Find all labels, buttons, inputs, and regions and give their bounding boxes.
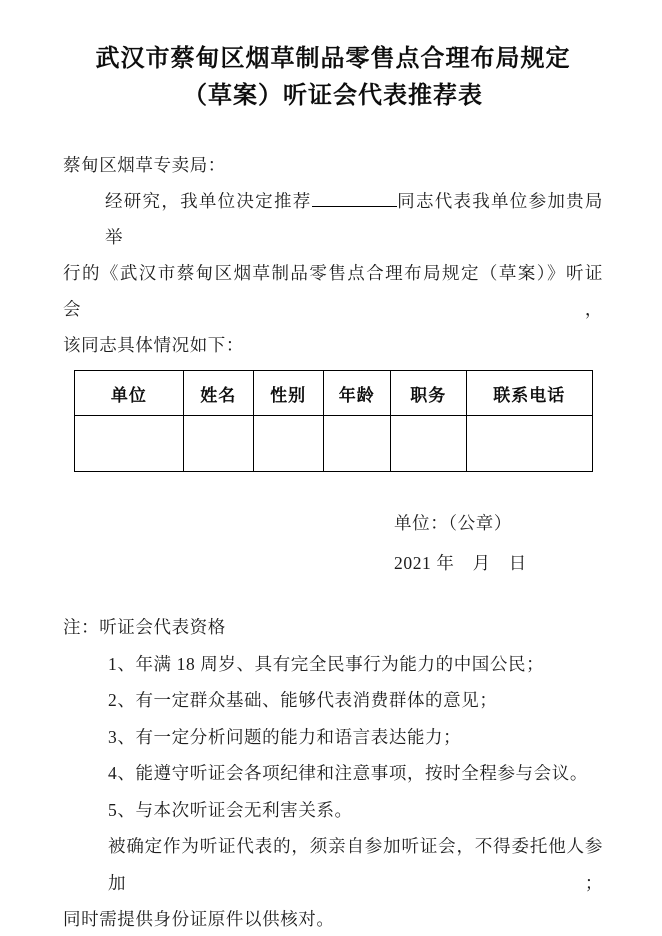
- notes-closing-line2: 同时需提供身份证原件以供核对。: [63, 909, 335, 929]
- note-item-3: 3、有一定分析问题的能力和语言表达能力；: [108, 726, 462, 747]
- table-header-row: [75, 371, 593, 416]
- notes-section: [63, 609, 603, 936]
- document-title-line1: 武汉市蔡甸区烟草制品零售点合理布局规定: [95, 45, 571, 72]
- letter-line-hearing: 行的《武汉市蔡甸区烟草制品零售点合理布局规定（草案）》听证会，: [63, 263, 603, 319]
- letter-line-details: 该同志具体情况如下：: [63, 335, 244, 355]
- table-cell-phone: [466, 416, 592, 472]
- letter-line-recommend-before: 经研究，我单位决定推荐: [105, 191, 312, 211]
- note-item-5: 5、与本次听证会无利害关系。: [108, 799, 353, 820]
- table-cell-name: [183, 416, 253, 472]
- table-header-gender: 性别: [253, 371, 323, 416]
- signature-unit-seal: 单位：（公章）: [394, 513, 512, 533]
- document-title: [63, 40, 603, 114]
- table-header-duty: 职务: [390, 371, 466, 416]
- representative-table: [74, 370, 593, 472]
- signature-block: [63, 503, 603, 583]
- note-item-1: 1、年满 18 周岁、具有完全民事行为能力的中国公民；: [108, 653, 545, 674]
- note-item-2: 2、有一定群众基础、能够代表消费群体的意见；: [108, 690, 498, 710]
- table-cell-unit: [75, 416, 184, 472]
- letter-line-recommend: [63, 183, 603, 255]
- notes-closing-line1: 被确定作为听证代表的，须亲自参加听证会，不得委托他人参加；: [108, 836, 603, 893]
- signature-date: 2021 年 月 日: [394, 553, 527, 573]
- table-row: [75, 416, 593, 472]
- notes-heading: 注：听证会代表资格: [63, 617, 226, 637]
- note-item-4: 4、能遵守听证会各项纪律和注意事项，按时全程参与会议。: [108, 763, 588, 783]
- document-title-line2: （草案）听证会代表推荐表: [183, 82, 483, 109]
- letter-body: [63, 147, 603, 363]
- table-header-phone: 联系电话: [466, 371, 592, 416]
- letter-line-recommend-after: 同志代表我单位参加贵局举: [105, 191, 603, 247]
- document-content: [63, 40, 603, 936]
- blank-underline: [312, 189, 397, 207]
- table-header-name: 姓名: [183, 371, 253, 416]
- table-cell-duty: [390, 416, 466, 472]
- table-header-age: 年龄: [323, 371, 390, 416]
- letter-salutation: 蔡甸区烟草专卖局：: [63, 155, 226, 175]
- table-header-unit: 单位: [75, 371, 184, 416]
- table-cell-gender: [253, 416, 323, 472]
- table-cell-age: [323, 416, 390, 472]
